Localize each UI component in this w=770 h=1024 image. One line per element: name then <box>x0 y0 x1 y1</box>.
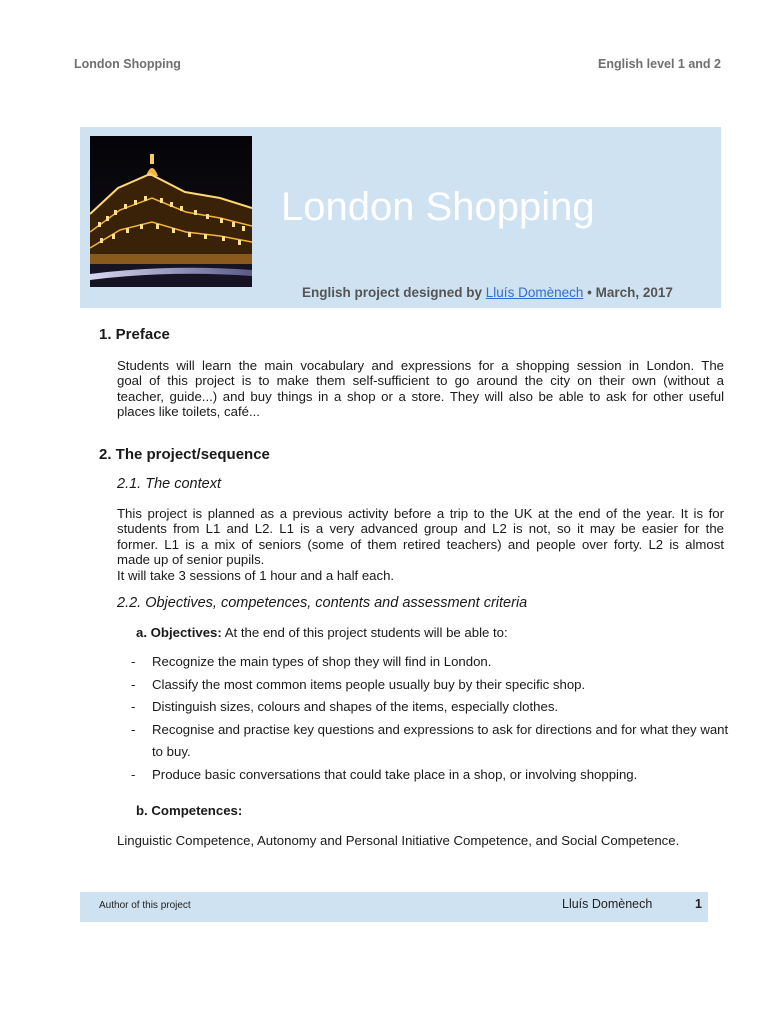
preface-line: Students will learn the main vocabulary and expressions for a shopping session in London. The <box>117 358 724 373</box>
list-item: - Distinguish sizes, colours and shapes of the items, especially clothes. <box>131 699 559 714</box>
list-item-text: Recognize the main types of shop they will find in London. <box>152 654 492 669</box>
list-item-text: Distinguish sizes, colours and shapes of the items, especially clothes. <box>152 699 559 714</box>
page-number: 1 <box>695 897 702 911</box>
context-line: former. L1 is a mix of seniors (some of them retired teachers) and people over forty. L2 is almost <box>117 536 724 552</box>
context-line: students from L1 and L2. L1 is a very advanced group and L2 is not, so it may be easier for the <box>117 521 724 537</box>
preface-line: teacher, guide...) and buy things in a shop or a store. They will also be able to ask for other useful <box>117 388 724 404</box>
preface-line: goal of this project is to make them self-sufficient to go around the city on their own (without a <box>117 373 724 389</box>
preface-line: places like toilets, café... <box>117 404 260 420</box>
footer-label: Author of this project <box>99 900 191 911</box>
byline-prefix: English project designed by <box>302 285 483 300</box>
project-heading: 2. The project/sequence <box>99 446 270 463</box>
list-item: - Produce basic conversations that could take place in a shop, or involving shopping. <box>131 766 638 782</box>
context-line: made up of senior pupils. <box>117 552 265 568</box>
byline <box>302 285 673 300</box>
list-item: - Classify the most common items people usually buy by their specific shop. <box>131 676 586 692</box>
preface-heading: 1. Preface <box>99 326 170 343</box>
list-item-text: Classify the most common items people usually buy by their specific shop. <box>152 676 586 692</box>
competences-label-text: b. Competences: <box>136 803 243 818</box>
list-item-text: Produce basic conversations that could take place in a shop, or involving shopping. <box>152 766 638 782</box>
competences-text: Linguistic Competence, Autonomy and Personal Initiative Competence, and Social Competence. <box>117 833 680 848</box>
author-link[interactable]: Lluís Domènech <box>485 285 584 300</box>
objectives-intro <box>136 625 508 640</box>
list-item: - Recognise and practise key questions and expressions to ask for directions and for what they want to buy. <box>131 721 729 759</box>
illuminated-building-photo <box>90 136 252 287</box>
title-banner <box>80 127 721 308</box>
page-footer <box>80 892 708 922</box>
running-header-left: London Shopping <box>74 57 181 71</box>
context-paragraph <box>117 506 724 583</box>
context-heading: 2.1. The context <box>117 476 221 492</box>
objectives-intro-text: At the end of this project students will be able to: <box>221 625 508 640</box>
objectives-list <box>131 651 731 786</box>
objectives-heading: 2.2. Objectives, competences, contents and assessment criteria <box>117 595 528 611</box>
list-item: - Recognize the main types of shop they will find in London. <box>131 654 492 669</box>
byline-date: • March, 2017 <box>587 285 673 300</box>
objectives-label: a. Objectives: <box>136 625 222 640</box>
competences-label <box>136 803 242 818</box>
preface-paragraph <box>117 358 724 420</box>
context-line: This project is planned as a previous activity before a trip to the UK at the end of the year. It is for <box>117 506 724 521</box>
footer-author: Lluís Domènech <box>562 897 653 911</box>
document-title: London Shopping <box>281 185 595 229</box>
context-line: It will take 3 sessions of 1 hour and a half each. <box>117 567 395 583</box>
list-item-text: Recognise and practise key questions and expressions to ask for directions and for what they want to buy. <box>152 721 729 759</box>
running-header-right: English level 1 and 2 <box>598 57 721 71</box>
